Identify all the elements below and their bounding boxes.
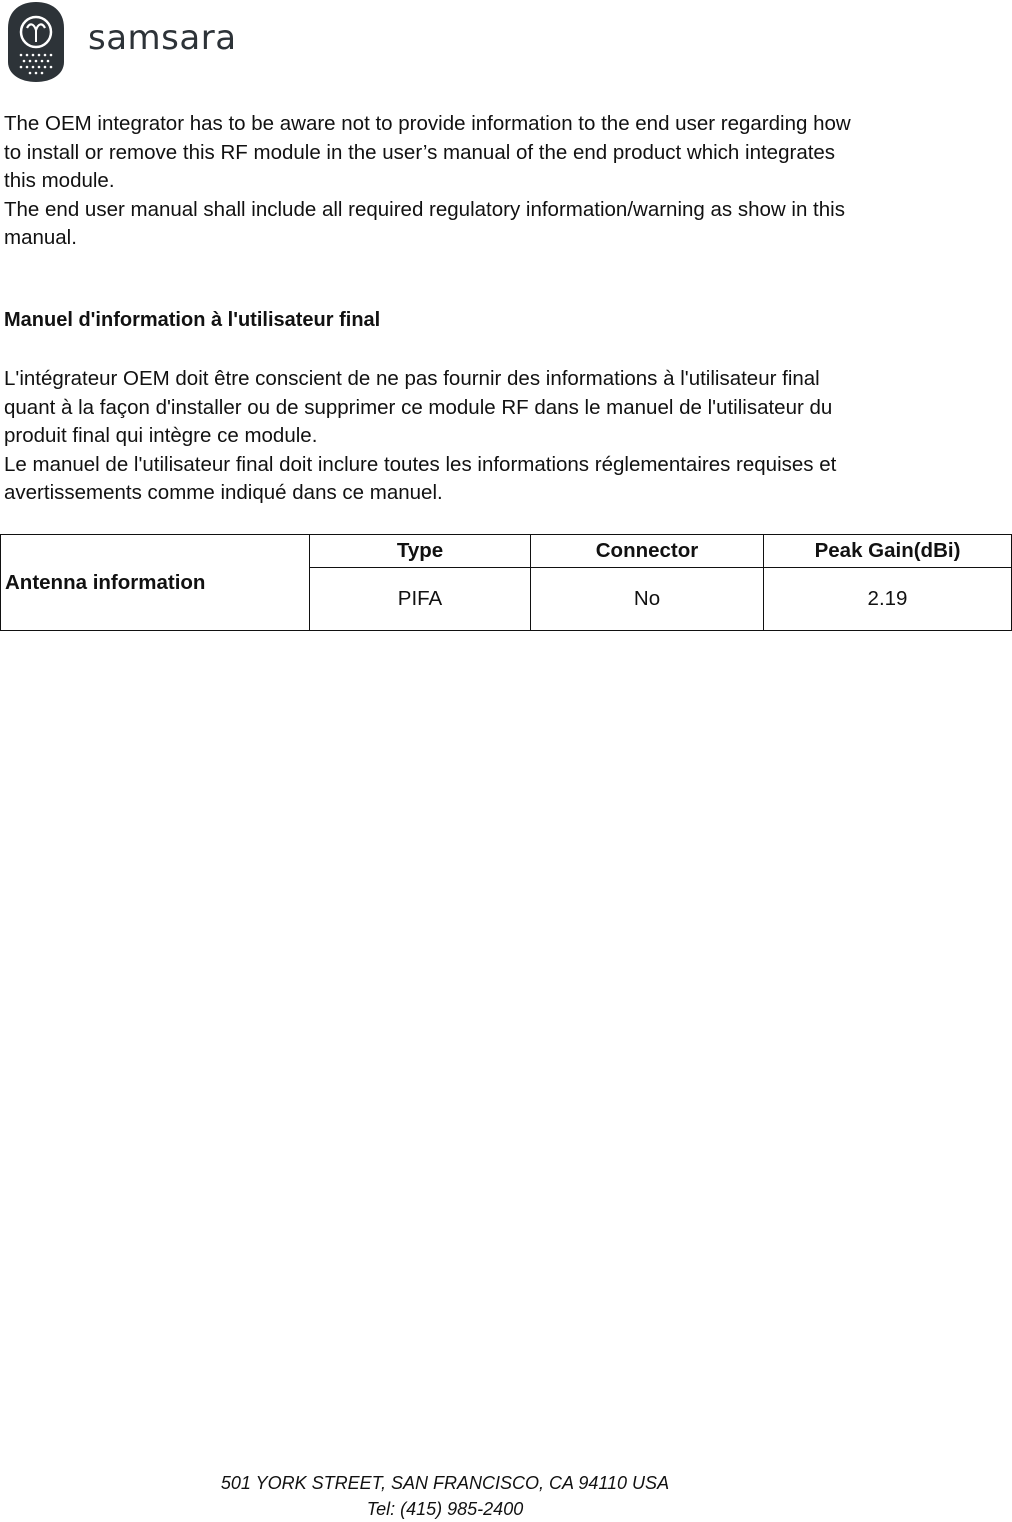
value-peak-gain: 2.19 [764, 568, 1012, 631]
french-section-heading: Manuel d'information à l'utilisateur final [4, 309, 381, 331]
antenna-info-table [0, 534, 1012, 631]
value-connector: No [531, 568, 764, 631]
french-line: produit final qui intègre ce module. [4, 424, 318, 447]
english-paragraph [4, 110, 969, 253]
footer-address: 501 YORK STREET, SAN FRANCISCO, CA 94110 USA [220, 1473, 670, 1493]
footer-tel: Tel: (415) 985-2400 [366, 1499, 524, 1519]
samsara-owl-logo-icon [6, 0, 66, 84]
english-line: The OEM integrator has to be aware not to provide information to the end user regarding how [4, 112, 851, 135]
english-line: this module. [4, 169, 115, 192]
brand-wordmark: samsara [88, 18, 237, 58]
english-line: to install or remove this RF module in the user’s manual of the end product which integrates [4, 140, 836, 164]
document-body [4, 110, 969, 504]
french-paragraph [4, 365, 969, 508]
french-line: avertissements comme indiqué dans ce manuel. [4, 481, 443, 504]
header-peak-gain: Peak Gain(dBi) [764, 535, 1012, 568]
value-type: PIFA [310, 568, 531, 631]
french-line: quant à la façon d'installer ou de supprimer ce module RF dans le manuel de l'utilisateur du [4, 395, 833, 419]
english-line: The end user manual shall include all required regulatory information/warning as show in this [4, 197, 845, 221]
table-header-row [1, 535, 1012, 568]
antenna-information-label: Antenna information [1, 535, 310, 631]
header-type: Type [310, 535, 531, 568]
french-line: L'intégrateur OEM doit être conscient de ne pas fournir des informations à l'utilisateur final [4, 367, 820, 390]
english-line: manual. [4, 226, 77, 249]
page-header [6, 0, 266, 84]
page-footer [0, 1470, 890, 1522]
header-connector: Connector [531, 535, 764, 568]
french-line: Le manuel de l'utilisateur final doit inclure toutes les informations réglementaires requises et [4, 452, 837, 476]
